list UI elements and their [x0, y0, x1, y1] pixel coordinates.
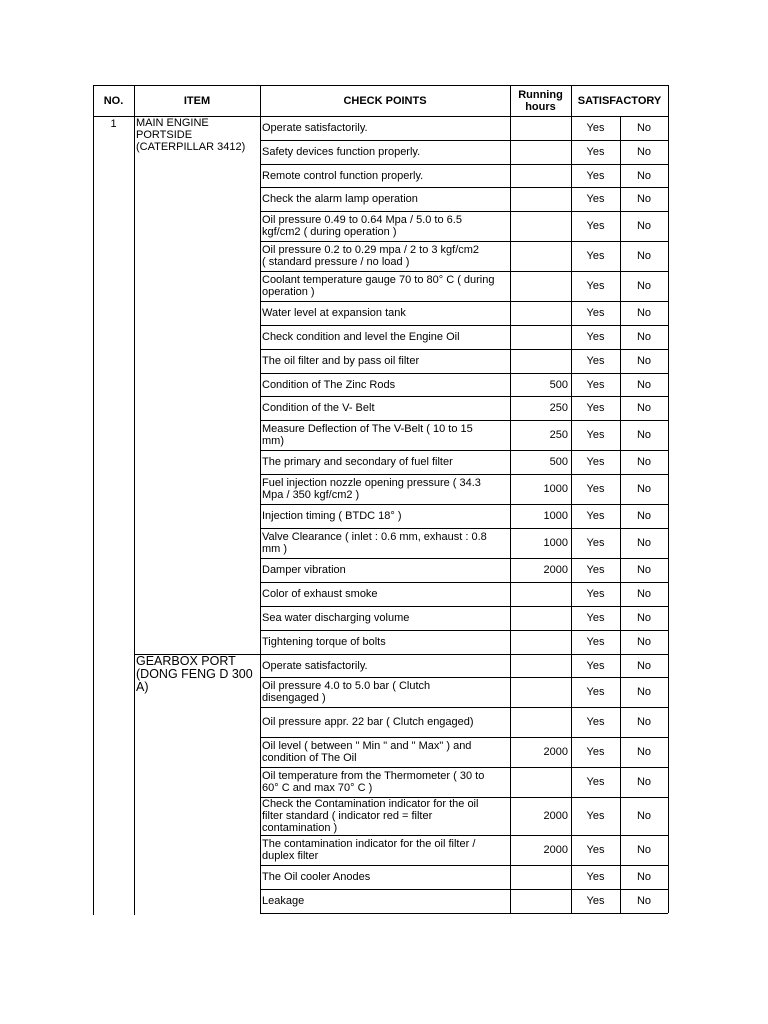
running-hours-value: 500: [549, 456, 568, 468]
yes-option: Yes: [586, 612, 605, 624]
running-hours-value: 2000: [543, 746, 568, 758]
yes-option: Yes: [586, 659, 605, 672]
header-item: ITEM: [183, 94, 211, 107]
check-point-text: Condition of The Zinc Rods: [262, 378, 396, 391]
check-point-text: Valve Clearance ( inlet : 0.6 mm, exhaust : 0.8 mm ): [262, 531, 487, 555]
check-point-text: Color of exhaust smoke: [262, 588, 378, 600]
check-point-text: Remote control function properly.: [262, 169, 424, 182]
running-hours-value: 1000: [543, 537, 568, 549]
check-point-text: Water level at expansion tank: [262, 307, 406, 319]
yes-option: Yes: [586, 456, 605, 468]
check-point-text: Leakage: [262, 895, 305, 907]
check-point-text: Check the Contamination indicator for the oil filter standard ( indicator red = filter contamination ): [262, 798, 479, 834]
no-option: No: [636, 537, 652, 549]
no-option: No: [636, 122, 652, 134]
running-hours-value: 2000: [543, 844, 568, 856]
check-point-text: Damper vibration: [262, 564, 346, 576]
yes-option: Yes: [586, 378, 605, 391]
check-point-text: Safety devices function properly.: [262, 146, 421, 158]
no-option: No: [636, 402, 652, 414]
check-point-text: The Oil cooler Anodes: [262, 871, 371, 883]
yes-option: Yes: [586, 510, 605, 522]
yes-option: Yes: [586, 193, 605, 205]
running-hours-value: [510, 654, 568, 677]
running-hours-value: [510, 187, 568, 211]
running-hours-value: [510, 211, 568, 241]
no-option: No: [636, 456, 652, 468]
yes-option: Yes: [586, 895, 605, 907]
yes-option: Yes: [586, 483, 605, 495]
no-option: No: [636, 564, 652, 576]
header-running-hours: Running hours: [518, 88, 563, 113]
yes-option: Yes: [586, 716, 605, 728]
yes-option: Yes: [586, 686, 605, 698]
running-hours-value: 250: [549, 429, 568, 441]
check-point-text: Check condition and level the Engine Oil: [262, 331, 460, 343]
yes-option: Yes: [586, 844, 605, 856]
yes-option: Yes: [586, 355, 605, 367]
yes-option: Yes: [586, 588, 605, 600]
yes-option: Yes: [586, 402, 605, 414]
yes-option: Yes: [586, 564, 605, 576]
running-hours-value: [510, 301, 568, 325]
no-option: No: [636, 776, 652, 788]
yes-option: Yes: [586, 250, 605, 262]
running-hours-value: 1000: [543, 510, 568, 522]
check-point-text: Oil pressure 0.49 to 0.64 Mpa / 5.0 to 6.5 kgf/cm2 ( during operation ): [262, 214, 462, 238]
check-point-text: Fuel injection nozzle opening pressure ( 34.3 Mpa / 350 kgf/cm2 ): [262, 477, 481, 501]
running-hours-value: [510, 325, 568, 349]
grid-line: [93, 85, 94, 915]
yes-option: Yes: [586, 280, 605, 292]
no-option: No: [636, 871, 652, 883]
yes-option: Yes: [586, 220, 605, 232]
running-hours-value: [510, 140, 568, 164]
check-point-text: Oil pressure appr. 22 bar ( Clutch engaged): [262, 716, 474, 728]
yes-option: Yes: [586, 331, 605, 343]
no-option: No: [636, 612, 652, 624]
grid-line: [668, 85, 669, 913]
yes-option: Yes: [586, 537, 605, 549]
check-point-text: The primary and secondary of fuel filter: [262, 456, 453, 468]
no-option: No: [636, 146, 652, 158]
no-option: No: [636, 193, 652, 205]
running-hours-value: [510, 164, 568, 187]
check-point-text: Condition of the V- Belt: [262, 402, 375, 414]
grid-line: [260, 913, 668, 914]
check-point-text: Injection timing ( BTDC 18° ): [262, 510, 402, 522]
no-option: No: [636, 510, 652, 522]
grid-line: [134, 116, 135, 915]
check-point-text: Sea water discharging volume: [262, 612, 410, 624]
no-option: No: [636, 588, 652, 600]
running-hours-value: [510, 889, 568, 913]
no-option: No: [636, 429, 652, 441]
yes-option: Yes: [586, 810, 605, 822]
running-hours-value: [510, 349, 568, 373]
check-point-text: Oil level ( between " Min " and " Max" ) and condition of The Oil: [262, 740, 472, 764]
no-option: No: [636, 307, 652, 319]
check-point-text: The oil filter and by pass oil filter: [262, 355, 420, 367]
no-option: No: [636, 250, 652, 262]
check-point-text: Operate satisfactorily.: [262, 659, 368, 672]
running-hours-value: [510, 582, 568, 606]
running-hours-value: [510, 865, 568, 889]
check-point-text: Operate satisfactorily.: [262, 122, 368, 134]
check-point-text: Tightening torque of bolts: [262, 636, 386, 648]
no-option: No: [636, 659, 652, 672]
header-no: NO.: [103, 94, 124, 107]
running-hours-value: [510, 241, 568, 271]
yes-option: Yes: [586, 169, 605, 182]
entry-item: GEARBOX PORT (DONG FENG D 300 A): [136, 654, 253, 694]
header-satisfactory: SATISFACTORY: [577, 94, 662, 107]
no-option: No: [636, 280, 652, 292]
no-option: No: [636, 746, 652, 758]
running-hours-value: 250: [549, 402, 568, 414]
running-hours-value: [510, 630, 568, 654]
yes-option: Yes: [586, 146, 605, 158]
yes-option: Yes: [586, 429, 605, 441]
check-point-text: Coolant temperature gauge 70 to 80° C ( during operation ): [262, 274, 495, 298]
no-option: No: [636, 169, 652, 182]
yes-option: Yes: [586, 776, 605, 788]
yes-option: Yes: [586, 307, 605, 319]
running-hours-value: 2000: [543, 564, 568, 576]
check-point-text: Measure Deflection of The V-Belt ( 10 to 15 mm): [262, 423, 473, 447]
entry-item: MAIN ENGINE PORTSIDE (CATERPILLAR 3412): [136, 117, 246, 153]
entry-no: 1: [110, 118, 117, 130]
check-point-text: The contamination indicator for the oil filter / duplex filter: [262, 838, 476, 862]
no-option: No: [636, 220, 652, 232]
yes-option: Yes: [586, 122, 605, 134]
running-hours-value: [510, 767, 568, 797]
no-option: No: [636, 636, 652, 648]
check-point-text: Oil pressure 0.2 to 0.29 mpa / 2 to 3 kgf/cm2 ( standard pressure / no load ): [262, 244, 480, 268]
yes-option: Yes: [586, 871, 605, 883]
check-point-text: Check the alarm lamp operation: [262, 193, 418, 205]
checklist-table: [93, 85, 668, 915]
no-option: No: [636, 844, 652, 856]
running-hours-value: [510, 677, 568, 707]
check-point-text: Oil temperature from the Thermometer ( 30 to 60° C and max 70° C ): [262, 770, 485, 794]
running-hours-value: [510, 606, 568, 630]
check-point-text: Oil pressure 4.0 to 5.0 bar ( Clutch disengaged ): [262, 680, 431, 704]
no-option: No: [636, 378, 652, 391]
header-check-points: CHECK POINTS: [343, 94, 427, 107]
grid-line: [260, 85, 261, 913]
no-option: No: [636, 895, 652, 907]
running-hours-value: [510, 707, 568, 737]
no-option: No: [636, 331, 652, 343]
no-option: No: [636, 355, 652, 367]
yes-option: Yes: [586, 636, 605, 648]
no-option: No: [636, 686, 652, 698]
running-hours-value: 2000: [543, 810, 568, 822]
no-option: No: [636, 483, 652, 495]
running-hours-value: 500: [549, 378, 568, 391]
running-hours-value: 1000: [543, 483, 568, 495]
no-option: No: [636, 716, 652, 728]
no-option: No: [636, 810, 652, 822]
running-hours-value: [510, 116, 568, 140]
running-hours-value: [510, 271, 568, 301]
yes-option: Yes: [586, 746, 605, 758]
